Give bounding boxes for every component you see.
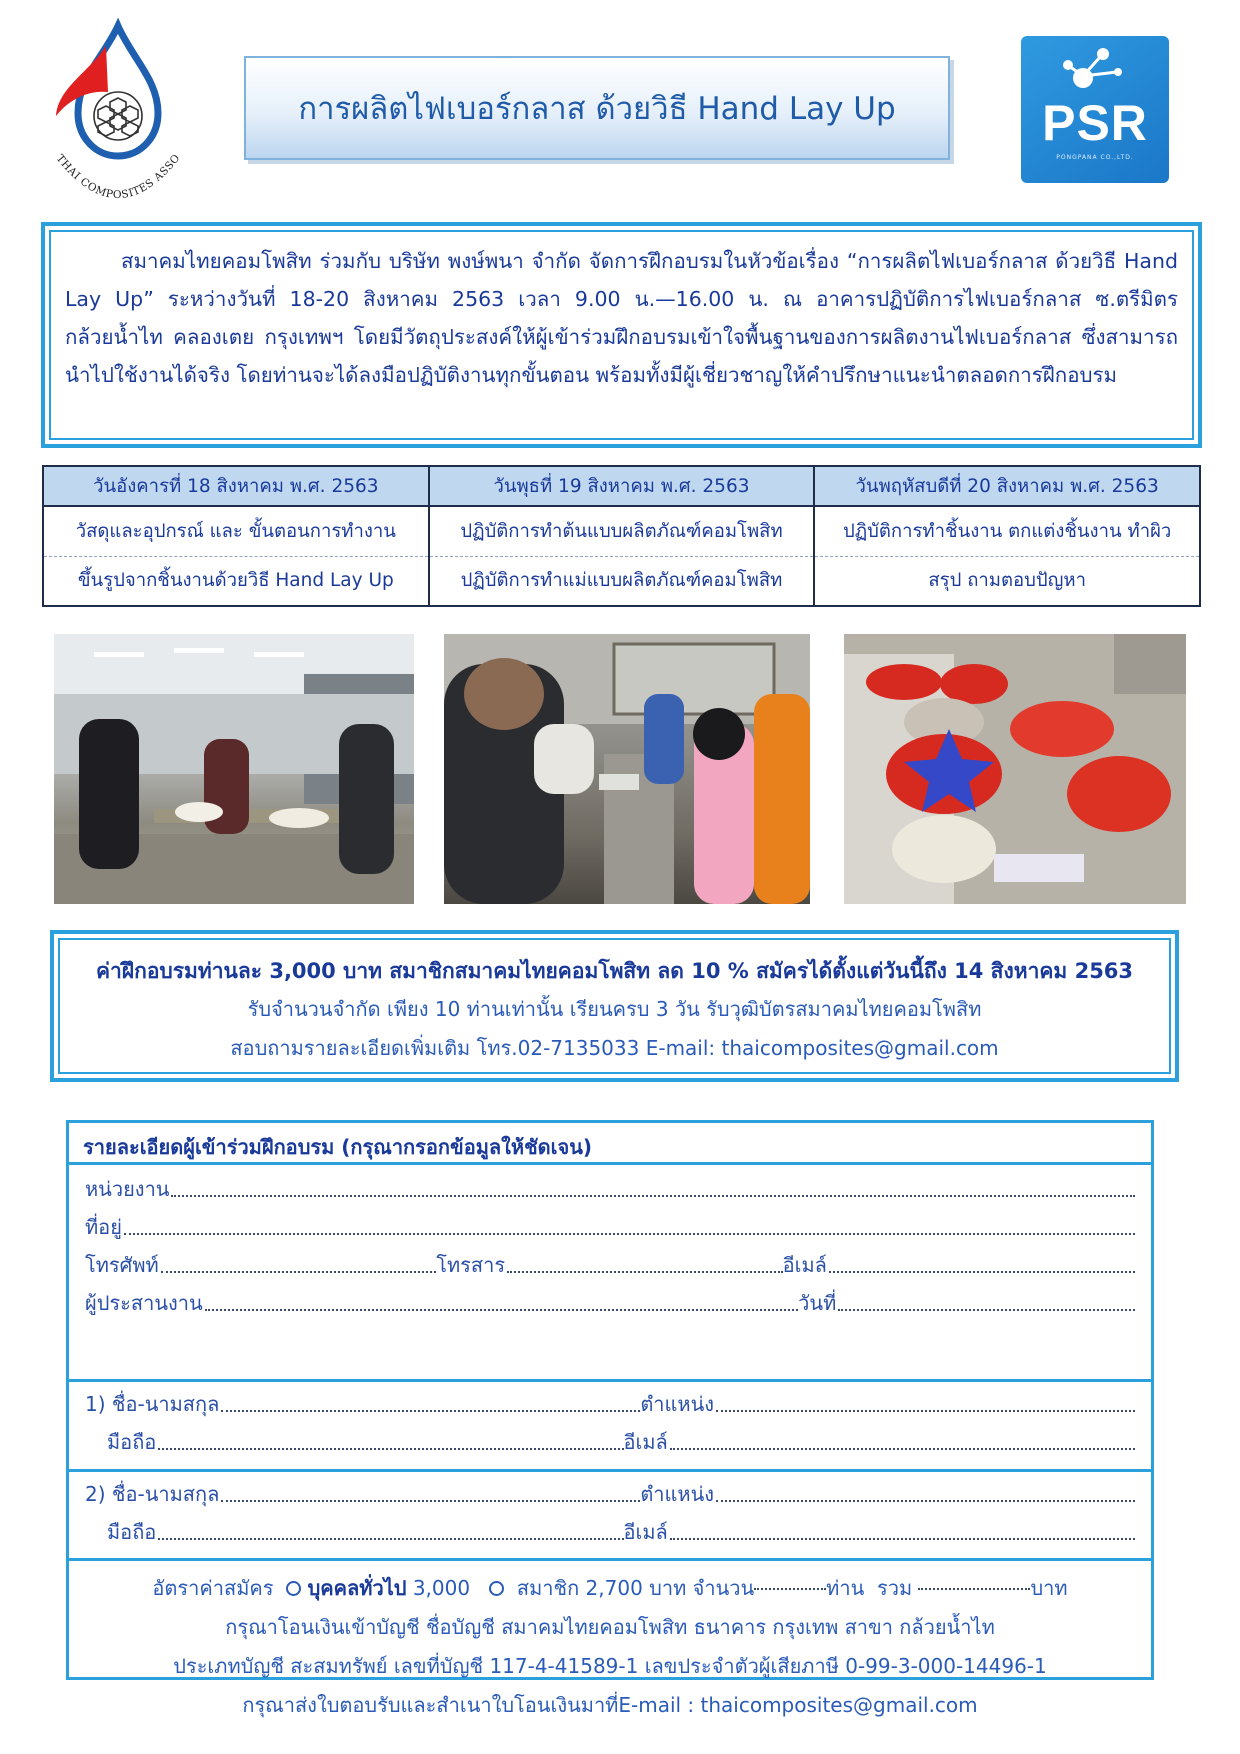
date-label: วันที่ [798,1291,837,1315]
svg-text:THAI COMPOSITES ASSOCIATION [48,18,183,201]
fee-line-price: ค่าฝึกอบรมท่านละ 3,000 บาท สมาชิกสมาคมไทยคอมโพสิท ลด 10 % สมัครได้ตั้งแต่วันนี้ถึง 14 สิงหาคม 2563 [95,959,1134,983]
fee-line-contact: สอบถามรายละเอียดเพิ่มเติม โทร.02-7135033 E-mail: thaicomposites@gmail.com [230,1036,999,1060]
pay-member-label: สมาชิก 2,700 บาท จำนวน [516,1576,755,1600]
p2-name-label: 2) ชื่อ-นามสกุล [85,1482,220,1506]
schedule-day-1-header: วันอังคารที่ 18 สิงหาคม พ.ศ. 2563 [43,466,429,506]
p1-position-field[interactable] [716,1410,1135,1412]
schedule-day-1-item-2: ขึ้นรูปจากชิ้นงานด้วยวิธี Hand Lay Up [43,556,429,606]
workshop-photo-2 [444,634,810,904]
p2-name-field[interactable] [221,1500,640,1502]
date-field[interactable] [838,1309,1135,1311]
form-title: รายละเอียดผู้เข้าร่วมฝึกอบรม (กรุณากรอกข้อมูลให้ชัดเจน) [69,1123,1151,1165]
schedule-day-2-item-1: ปฏิบัติการทำต้นแบบผลิตภัณฑ์คอมโพสิท [429,506,815,556]
workshop-photo-3 [844,634,1186,904]
general-rate-radio[interactable] [286,1581,301,1596]
coordinator-field[interactable] [205,1309,798,1311]
p2-position-label: ตำแหน่ง [640,1482,715,1506]
pay-general-label: บุคคลทั่วไป [307,1576,407,1600]
page-title: การผลิตไฟเบอร์กลาส ด้วยวิธี Hand Lay Up [298,91,896,127]
org-field[interactable] [171,1195,1135,1197]
page-title-banner [244,56,950,160]
schedule-day-3-item-2: สรุป ถามตอบปัญหา [814,556,1200,606]
intro-box [41,222,1202,448]
p1-email-label: อีเมล์ [623,1430,668,1454]
p1-mobile-label: มือถือ [107,1430,157,1454]
schedule-day-3-item-1: ปฏิบัติการทำชิ้นงาน ตกแต่งชิ้นงาน ทำผิว [814,506,1200,556]
schedule-day-1-item-1: วัสดุและอุปกรณ์ และ ขั้นตอนการทำงาน [43,506,429,556]
registration-form [66,1120,1154,1717]
p2-mobile-label: มือถือ [107,1520,157,1544]
send-line: กรุณาส่งใบตอบรับและสำเนาใบโอนเงินมาที่E-mail : thaicomposites@gmail.com [242,1693,978,1717]
fax-field[interactable] [507,1271,783,1273]
p2-mobile-field[interactable] [158,1538,623,1540]
payment-section [69,1561,1151,1717]
p1-position-label: ตำแหน่ง [640,1392,715,1416]
phone-label: โทรศัพท์ [85,1253,159,1277]
p1-name-label: 1) ชื่อ-นามสกุล [85,1392,220,1416]
participant-1-section [69,1382,1151,1472]
p1-mobile-field[interactable] [158,1448,623,1450]
org-label: หน่วยงาน [85,1177,170,1201]
psr-logo-text: PSR [1042,95,1148,151]
schedule-day-2-header: วันพุธที่ 19 สิงหาคม พ.ศ. 2563 [429,466,815,506]
pay-rate-label: อัตราค่าสมัคร [152,1576,274,1600]
pay-baht-label: บาท [1030,1576,1068,1600]
pay-count-field[interactable] [754,1588,826,1590]
address-label: ที่อยู่ [85,1215,122,1239]
pay-people-label: ท่าน [826,1576,865,1600]
participant-2-section [69,1472,1151,1561]
schedule-table [42,465,1201,607]
transfer-line: กรุณาโอนเงินเข้าบัญชี ชื่อบัญชี สมาคมไทยคอมโพสิท ธนาคาร กรุงเทพ สาขา กล้วยน้ำไท [225,1615,995,1639]
pay-rate-line [69,1569,1151,1608]
psr-logo [1021,36,1169,183]
fax-label: โทรสาร [436,1253,506,1277]
fee-box [50,930,1179,1082]
intro-text: สมาคมไทยคอมโพสิท ร่วมกับ บริษัท พงษ์พนา จำกัด จัดการฝึกอบรมในหัวข้อเรื่อง “การผลิตไฟเบอร์กลาส ด้วยวิธี Hand Lay Up” ระหว่างวันที่ 18-20 สิงหาคม 2563 เวลา 9.00 น.—16.00 น. ณ อาคารปฏิบัติการไฟเบอร์กลาส ซ.ตรีมิตร กล้วยน้ำไท คลองเตย กรุงเทพฯ โดยมีวัตถุประสงค์ให้ผู้เข้าร่วมฝึกอบรมเข้าใจพื้นฐานของการผลิตงานไฟเบอร์กลาส ซึ่งสามารถนำไปใช้งานได้จริง โดยท่านจะได้ลงมือปฏิบัติงานทุกขั้นตอน พร้อมทั้งมีผู้เชี่ยวชาญให้คำปรึกษาแนะนำตลอดการฝึกอบรม [49,230,1194,440]
pay-general-amount: 3,000 [412,1576,471,1600]
schedule-day-2-item-2: ปฏิบัติการทำแม่แบบผลิตภัณฑ์คอมโพสิท [429,556,815,606]
coordinator-label: ผู้ประสานงาน [85,1291,203,1315]
schedule-day-3-header: วันพฤหัสบดีที่ 20 สิงหาคม พ.ศ. 2563 [814,466,1200,506]
phone-field[interactable] [161,1271,437,1273]
p2-position-field[interactable] [716,1500,1135,1502]
address-field[interactable] [124,1233,1135,1235]
account-line: ประเภทบัญชี สะสมทรัพย์ เลขที่บัญชี 117-4-41589-1 เลขประจำตัวผู้เสียภาษี 0-99-3-000-14496-1 [173,1654,1047,1678]
email-label: อีเมล์ [782,1253,827,1277]
p2-email-field[interactable] [670,1538,1135,1540]
psr-logo-subtext: PONGPANA CO.,LTD. [1056,154,1134,161]
fee-line-limit: รับจำนวนจำกัด เพียง 10 ท่านเท่านั้น เรียนครบ 3 วัน รับวุฒิบัตรสมาคมไทยคอมโพสิท [247,997,982,1021]
tca-logo-text: THAI COMPOSITES ASSO [53,151,183,202]
p1-name-field[interactable] [221,1410,640,1412]
pay-total-label: รวม [876,1576,913,1600]
p2-email-label: อีเมล์ [623,1520,668,1544]
pay-total-field[interactable] [918,1588,1030,1590]
organization-section [69,1165,1151,1382]
email-field[interactable] [829,1271,1135,1273]
thai-composites-logo [48,18,188,218]
member-rate-radio[interactable] [489,1581,504,1596]
p1-email-field[interactable] [670,1448,1135,1450]
workshop-photo-1 [54,634,414,904]
